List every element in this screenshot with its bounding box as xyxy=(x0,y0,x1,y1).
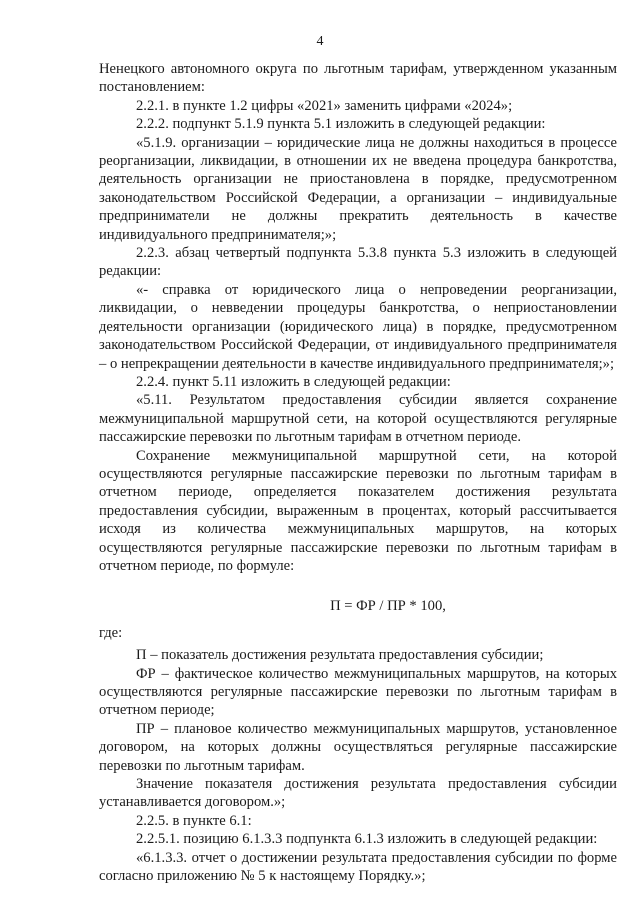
paragraph: 2.2.5.1. позицию 6.1.3.3 подпункта 6.1.3 изложить в следующей редакции: xyxy=(136,831,598,848)
paragraph: 2.2.4. пункт 5.11 изложить в следующей редакции: xyxy=(136,373,451,390)
paragraph: «5.1.9. организации – юридические лица не должны находиться в процессе реорганизации, ликвидации, в отношении их не введена процедура банкротства, деятельность организации не приостановлена в порядке, предусмотренном законодательством Российской Федерации, а организации – индивидуальные предприниматели не должны прекратить деятельность в качестве индивидуального предпринимателя;»; xyxy=(99,134,617,243)
page-number: 4 xyxy=(316,34,324,49)
paragraph: «6.1.3.3. отчет о достижении результата предоставления субсидии по форме согласно приложению № 5 к настоящему Порядку.»; xyxy=(99,849,617,885)
where-label: где: xyxy=(99,624,123,641)
paragraph: 2.2.5. в пункте 6.1: xyxy=(136,812,252,829)
paragraph: 2.2.2. подпункт 5.1.9 пункта 5.1 изложить в следующей редакции: xyxy=(136,116,546,133)
paragraph: «- справка от юридического лица о непроведении реорганизации, ликвидации, о невведении процедуры банкротства, о неприостановлении деятельности организации (юридического лица) в порядке, предусмотренном законодательством Российской Федерации, от индивидуального предпринимателя – о непрекращении деятельности в качестве индивидуального предпринимателя;»; xyxy=(99,281,617,372)
definition: П – показатель достижения результата предоставления субсидии; xyxy=(136,647,544,664)
paragraph: Сохранение межмуниципальной маршрутной сети, на которой осуществляются регулярные пассажирские перевозки по льготным тарифам в отчетном периоде, определяется показателем достижения результата предоставления субсидии, выраженным в процентах, который рассчитывается исходя из количества межмуниципальных маршрутов, на которых осуществляются регулярные пассажирские перевозки по льготным тарифам в отчетном периоде, по формуле: xyxy=(99,447,617,574)
definition: ПР – плановое количество межмуниципальных маршрутов, установленное договором, на которых должны осуществляться регулярные пассажирские перевозки по льготным тарифам. xyxy=(99,720,617,774)
document-body xyxy=(99,60,617,885)
paragraph: 2.2.1. в пункте 1.2 цифры «2021» заменить цифрами «2024»; xyxy=(136,97,513,114)
formula: П = ФР / ПР * 100, xyxy=(330,598,446,615)
paragraph: Значение показателя достижения результата предоставления субсидии устанавливается договором.»; xyxy=(99,776,617,811)
paragraph: Ненецкого автономного округа по льготным тарифам, утвержденном указанным постановлением: xyxy=(99,61,617,96)
paragraph: 2.2.3. абзац четвертый подпункта 5.3.8 пункта 5.3 изложить в следующей редакции: xyxy=(99,245,617,280)
definition: ФР – фактическое количество межмуниципальных маршрутов, на которых осуществляются регулярные пассажирские перевозки по льготным тарифам в отчетном периоде; xyxy=(99,665,617,719)
paragraph: «5.11. Результатом предоставления субсидии является сохранение межмуниципальной маршрутной сети, на которой осуществляются регулярные пассажирские перевозки по льготным тарифам в отчетном периоде. xyxy=(99,392,617,446)
